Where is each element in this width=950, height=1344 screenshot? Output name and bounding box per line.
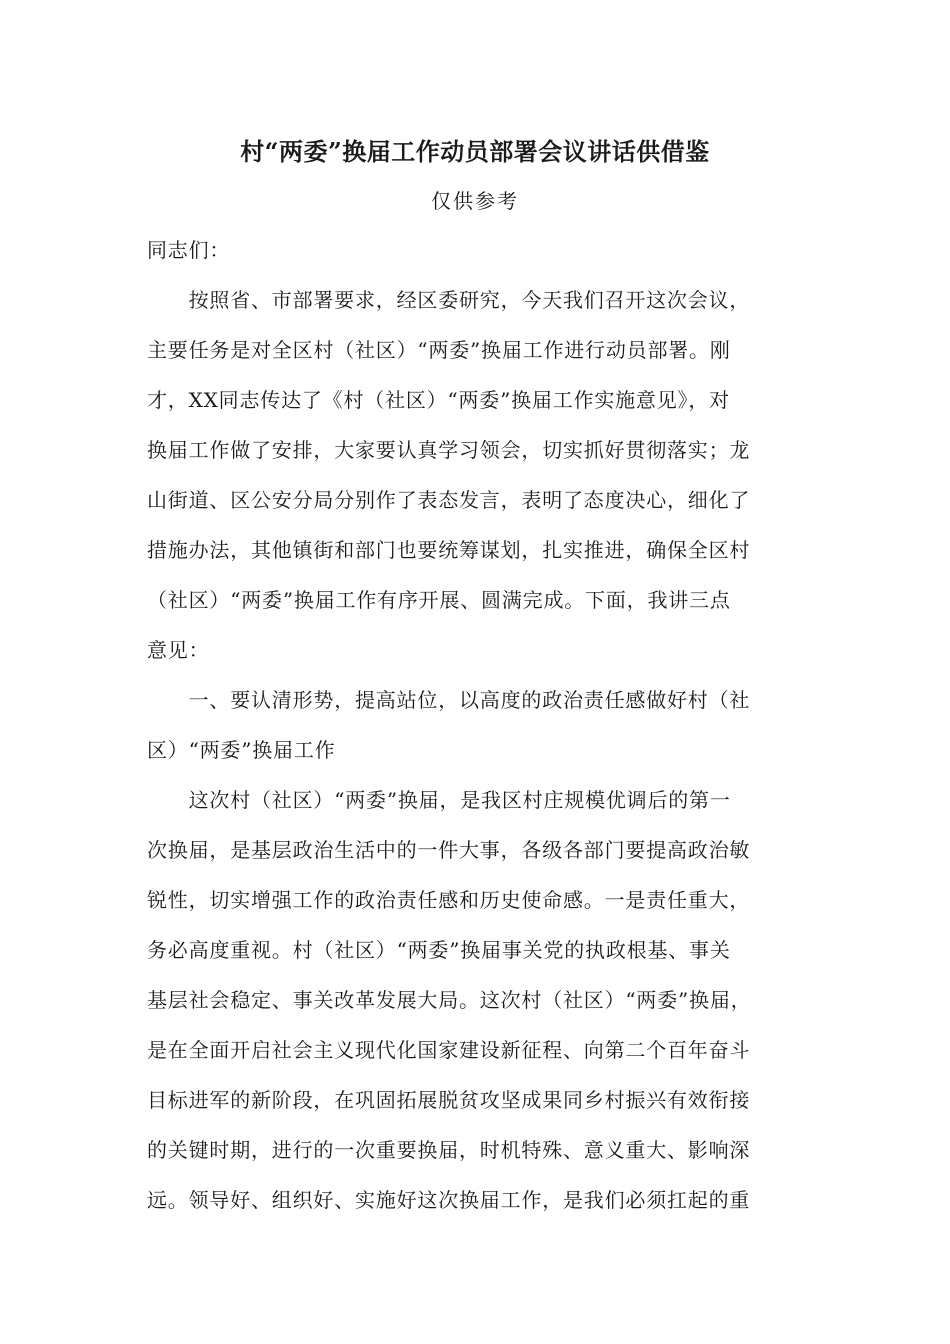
text-line: 山街道、区公安分局分别作了表态发言，表明了态度决心，细化了 [147,488,751,512]
section-heading-line: 区）“两委”换届工作 [147,738,336,762]
text-line: 才，XX同志传达了《村（社区）“两委”换届工作实施意见》，对 [147,388,730,412]
text-line: 主要任务是对全区村（社区）“两委”换届工作进行动员部署。刚 [147,338,731,362]
text-line: 的关键时期，进行的一次重要换届，时机特殊、意义重大、影响深 [147,1138,751,1162]
text-line: 按照省、市部署要求，经区委研究，今天我们召开这次会议， [147,288,751,312]
text-line: 措施办法，其他镇街和部门也要统筹谋划，扎实推进，确保全区村 [147,538,751,562]
text-line: 是在全面开启社会主义现代化国家建设新征程、向第二个百年奋斗 [147,1038,751,1062]
text-line: 远。领导好、组织好、实施好这次换届工作，是我们必须扛起的重 [147,1188,751,1212]
text-line: 换届工作做了安排，大家要认真学习领会，切实抓好贯彻落实；龙 [147,438,751,462]
text-line: 务必高度重视。村（社区）“两委”换届事关党的执政根基、事关 [147,938,731,962]
document-title: 村“两委”换届工作动员部署会议讲话供借鉴 [240,137,710,166]
text-line: 次换届，是基层政治生活中的一件大事，各级各部门要提高政治敏 [147,838,751,862]
document-subtitle: 仅供参考 [431,189,519,213]
text-line: 锐性，切实增强工作的政治责任感和历史使命感。一是责任重大， [147,888,751,912]
text-line: 意见： [147,638,210,662]
text-line: 同志们： [147,238,231,262]
text-line: 这次村（社区）“两委”换届，是我区村庄规模优调后的第一 [147,788,731,812]
text-line: 目标进军的新阶段，在巩固拓展脱贫攻坚成果同乡村振兴有效衔接 [147,1088,751,1112]
section-heading-line: 一、要认清形势，提高站位，以高度的政治责任感做好村（社 [147,688,751,712]
text-line: 基层社会稳定、事关改革发展大局。这次村（社区）“两委”换届， [147,988,752,1012]
text-line: （社区）“两委”换届工作有序开展、圆满完成。下面，我讲三点 [147,588,731,612]
